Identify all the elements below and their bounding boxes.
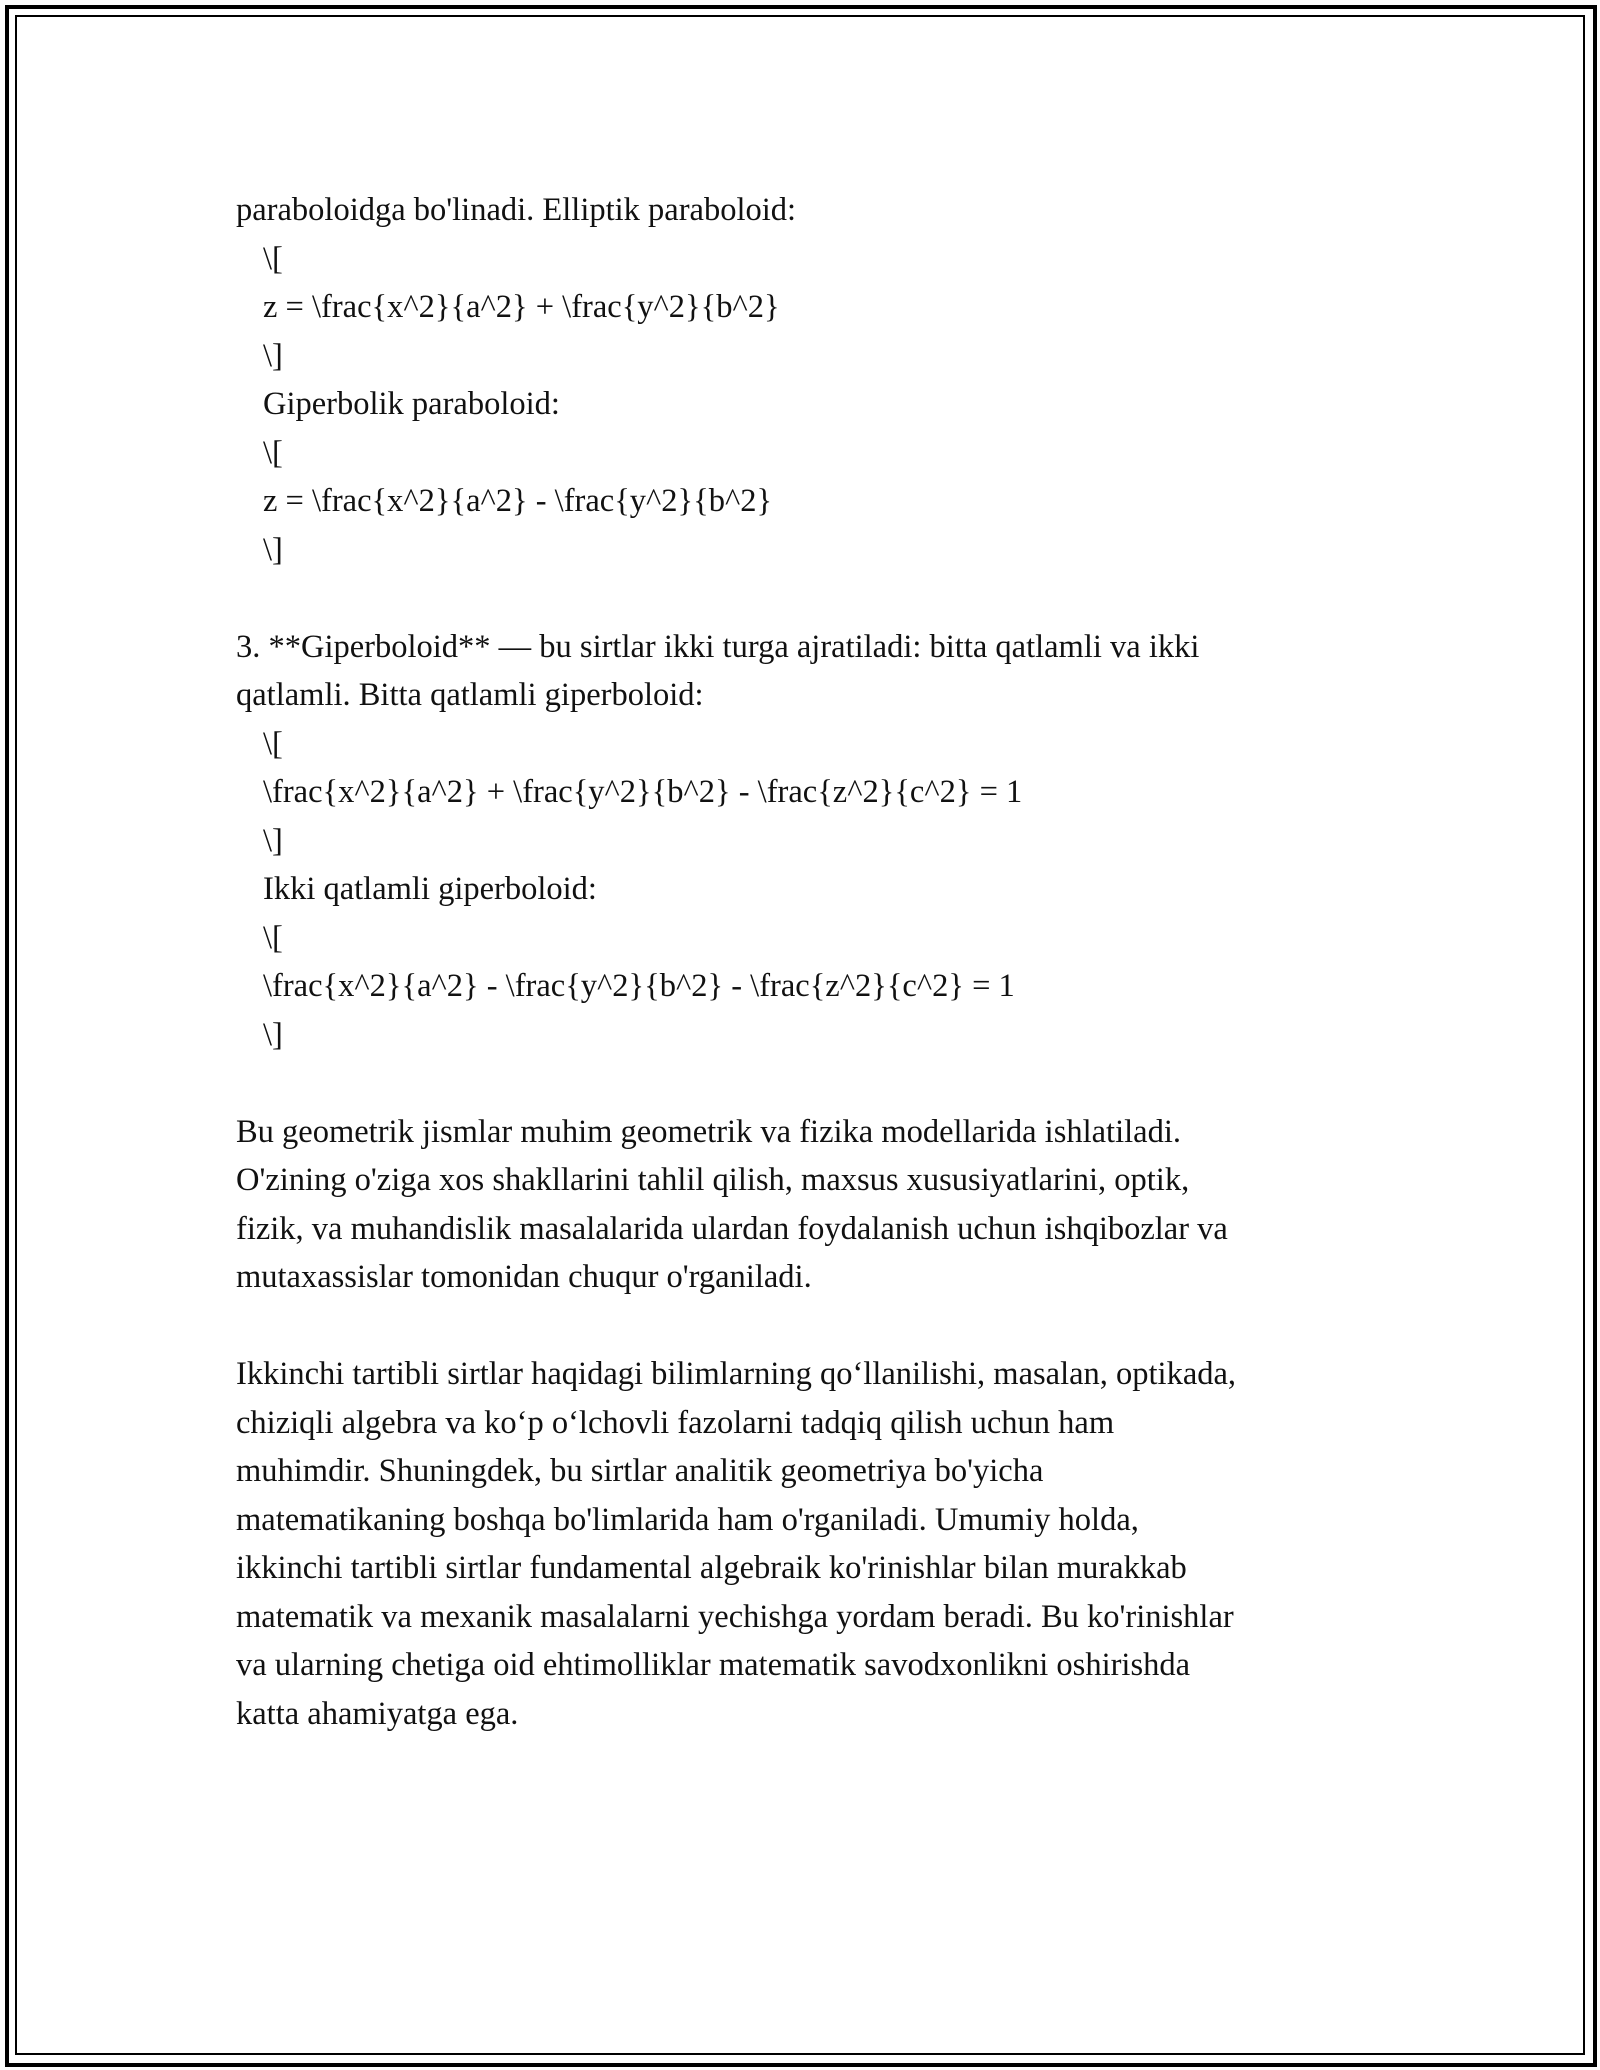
paragraph-line: chiziqli algebra va ko‘p o‘lchovli fazolarni tadqiq qilish uchun ham	[236, 1404, 1115, 1441]
paragraph-applications	[236, 1108, 1376, 1302]
paragraph-line: matematikaning boshqa bo'limlarida ham o'rganiladi. Umumiy holda,	[236, 1501, 1139, 1538]
math-close-bracket: \]	[263, 822, 283, 859]
math-open-bracket: \[	[263, 725, 283, 762]
paragraph-line: Ikkinchi tartibli sirtlar haqidagi bilimlarning qo‘llanilishi, masalan, optikada,	[236, 1356, 1237, 1392]
hyperboloid-heading-line-2: qatlamli. Bitta qatlamli giperboloid:	[236, 677, 704, 713]
paraboloid-section	[236, 186, 1376, 574]
paragraph-line: Bu geometrik jismlar muhim geometrik va fizika modellarida ishlatiladi.	[236, 1113, 1181, 1150]
paragraph-line: va ularning chetiga oid ehtimolliklar matematik savodxonlikni oshirishda	[236, 1647, 1191, 1683]
one-sheet-hyperboloid-equation: \frac{x^2}{a^2} + \frac{y^2}{b^2} - \frac{z^2}{c^2} = 1	[263, 774, 1023, 810]
elliptic-paraboloid-equation: z = \frac{x^2}{a^2} + \frac{y^2}{b^2}	[263, 289, 780, 325]
two-sheet-hyperboloid-label: Ikki qatlamli giperboloid:	[263, 871, 597, 907]
paragraph-line: fizik, va muhandislik masalalarida ulardan foydalanish uchun ishqibozlar va	[236, 1210, 1228, 1247]
paragraph-line: mutaxassislar tomonidan chuqur o'rganiladi.	[236, 1259, 812, 1295]
spacer	[236, 1059, 1376, 1108]
math-close-bracket: \]	[263, 337, 283, 374]
two-sheet-hyperboloid-equation: \frac{x^2}{a^2} - \frac{y^2}{b^2} - \frac{z^2}{c^2} = 1	[263, 968, 1015, 1004]
paragraph-line: O'zining o'ziga xos shakllarini tahlil qilish, maxsus xususiyatlarini, optik,	[236, 1162, 1190, 1198]
math-open-bracket: \[	[263, 919, 283, 956]
document-body	[236, 186, 1376, 1738]
paraboloid-intro: paraboloidga bo'linadi. Elliptik paraboloid:	[236, 192, 797, 228]
paragraph-line: katta ahamiyatga ega.	[236, 1695, 519, 1732]
hyperboloid-section	[236, 623, 1376, 1060]
spacer	[236, 574, 1376, 623]
math-close-bracket: \]	[263, 531, 283, 568]
paragraph-line: matematik va mexanik masalalarni yechishga yordam beradi. Bu ko'rinishlar	[236, 1598, 1234, 1635]
spacer	[236, 1302, 1376, 1351]
paragraph-conclusion	[236, 1350, 1376, 1738]
math-close-bracket: \]	[263, 1016, 283, 1053]
paragraph-line: muhimdir. Shuningdek, bu sirtlar analitik geometriya bo'yicha	[236, 1453, 1044, 1489]
hyperbolic-paraboloid-label: Giperbolik paraboloid:	[263, 386, 560, 422]
math-open-bracket: \[	[263, 434, 283, 471]
hyperboloid-heading-line: 3. **Giperboloid** — bu sirtlar ikki turga ajratiladi: bitta qatlamli va ikki	[236, 628, 1200, 665]
hyperbolic-paraboloid-equation: z = \frac{x^2}{a^2} - \frac{y^2}{b^2}	[263, 483, 773, 519]
math-open-bracket: \[	[263, 240, 283, 277]
paragraph-line: ikkinchi tartibli sirtlar fundamental algebraik ko'rinishlar bilan murakkab	[236, 1550, 1187, 1586]
